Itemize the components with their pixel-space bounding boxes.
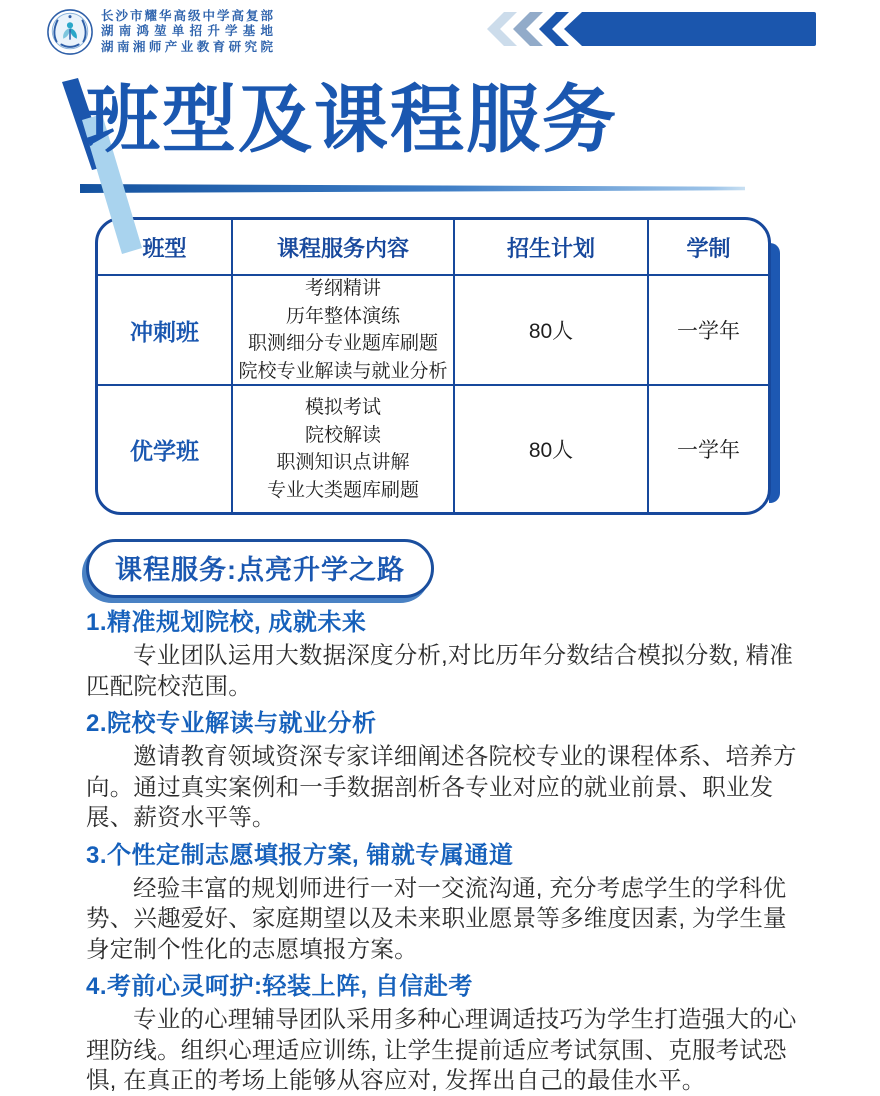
row2-enrollment: 80人 (453, 386, 647, 512)
row1-services (231, 276, 453, 386)
service-item: 职测细分专业题库刷题 (247, 333, 438, 354)
service-item: 专业大类题库刷题 (266, 479, 419, 501)
section-1-body: 专业团队运用大数据深度分析,对比历年分数结合模拟分数, 精准匹配院校范围。 (86, 642, 794, 699)
class-table-wrap (95, 217, 771, 515)
service-item: 模拟考试 (304, 397, 381, 418)
section-3-heading: 3.个性定制志愿填报方案, 铺就专属通道 (86, 841, 514, 869)
badge-row (86, 539, 880, 598)
section-4 (86, 972, 802, 1096)
service-item: 院校专业解读与就业分析 (238, 360, 448, 382)
section-1 (86, 608, 802, 701)
title-underline (80, 184, 745, 193)
section-2-body: 邀请教育领域资深专家详细阐述各院校专业的课程体系、培养方向。通过真实案例和一手数据剖析各专业对应的就业前景、职业发展、薪资水平等。 (86, 743, 797, 830)
org-line-2: 湖南鸿堃单招升学基地 (101, 24, 273, 39)
school-logo-icon (46, 8, 94, 56)
page-title: 班型及课程服务 (86, 78, 618, 161)
page-header (0, 0, 880, 62)
service-item: 院校解读 (304, 424, 381, 446)
row2-duration: 一学年 (647, 386, 768, 512)
title-block (86, 74, 880, 170)
triple-chevron-banner-icon (486, 12, 816, 46)
service-sections (86, 608, 802, 1096)
org-name-lines (101, 9, 273, 56)
section-4-heading: 4.考前心灵呵护:轻装上阵, 自信赴考 (86, 973, 473, 1000)
col-header-class-type: 班型 (98, 220, 231, 276)
col-header-duration: 学制 (647, 220, 768, 276)
col-header-enrollment: 招生计划 (453, 220, 647, 276)
row2-class-type: 优学班 (130, 437, 199, 464)
course-service-badge: 课程服务:点亮升学之路 (86, 539, 434, 598)
row1-class-type: 冲刺班 (98, 276, 231, 386)
service-item: 职测知识点讲解 (276, 452, 410, 473)
service-item: 考纲精讲 (304, 278, 381, 299)
section-4-body: 专业的心理辅导团队采用多种心理调适技巧为学生打造强大的心理防线。组织心理适应训练, 让学生提前适应考试氛围、克服考试恐惧, 在真正的考场上能够从容应对, 发挥出自己的最佳水平。 (86, 1006, 797, 1093)
col-header-services: 课程服务内容 (231, 220, 453, 276)
org-line-3: 湖南湘师产业教育研究院 (101, 39, 273, 54)
row1-enrollment: 80人 (453, 276, 647, 386)
section-1-heading: 1.精准规划院校, 成就未来 (86, 609, 367, 636)
org-line-1: 长沙市耀华高级中学高复部 (101, 8, 273, 23)
service-item: 历年整体演练 (285, 305, 400, 327)
row2-services (231, 386, 453, 512)
class-table (95, 217, 771, 515)
section-2-heading: 2.院校专业解读与就业分析 (86, 710, 377, 737)
section-3 (86, 841, 802, 965)
section-3-body: 经验丰富的规划师进行一对一交流沟通, 充分考虑学生的学科优势、兴趣爱好、家庭期望以及未来职业愿景等多维度因素, 为学生量身定制个性化的志愿填报方案。 (86, 874, 787, 962)
row1-duration: 一学年 (647, 276, 768, 386)
section-2 (86, 709, 802, 833)
